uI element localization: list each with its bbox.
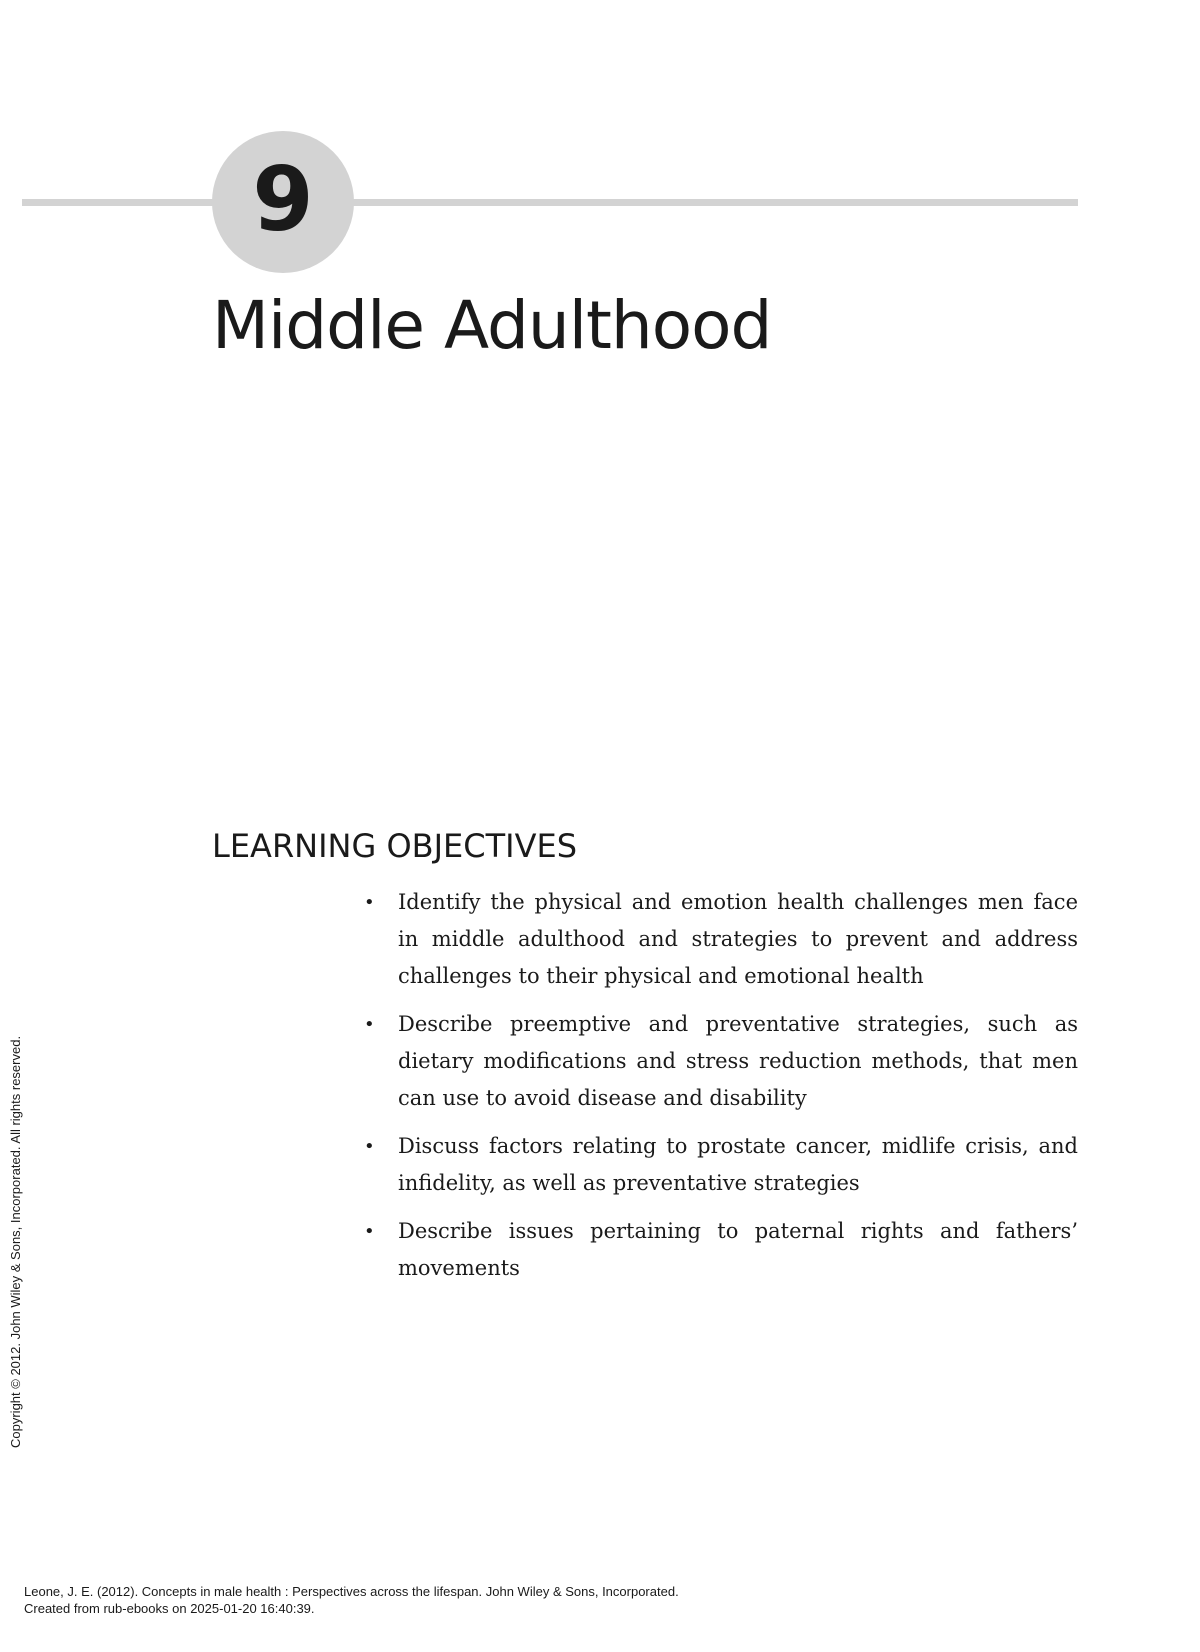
objective-item [360,1128,1078,1202]
chapter-title: Middle Adulthood [212,287,772,364]
bullet-icon: • [364,1014,375,1035]
objective-item [360,884,1078,995]
objective-text: Describe issues pertaining to paternal rights and fathers’ movements [398,1219,1078,1280]
created-timestamp: Created from rub-ebooks on 2025-01-20 16:40:39. [24,1601,315,1616]
chapter-divider-rule [22,199,1078,206]
bullet-icon: • [364,1136,375,1157]
bullet-icon: • [364,892,375,913]
learning-objectives-list [360,884,1078,1298]
learning-objectives-heading: LEARNING OBJECTIVES [212,827,577,865]
objective-text: Discuss factors relating to prostate cancer, midlife crisis, and infidelity, as well as preventative strategies [398,1134,1078,1195]
copyright-notice: Copyright © 2012. John Wiley & Sons, Incorporated. All rights reserved. [8,1035,23,1448]
bullet-icon: • [364,1221,375,1242]
objective-item [360,1213,1078,1287]
objective-text: Identify the physical and emotion health challenges men face in middle adulthood and strategies to prevent and address challenges to their physical and emotional health [398,890,1078,988]
objective-text: Describe preemptive and preventative strategies, such as dietary modifications and stress reduction methods, that men can use to avoid disease and disability [398,1012,1078,1110]
page-footer [24,1583,679,1617]
chapter-number-badge [212,131,354,273]
chapter-number: 9 [252,148,314,251]
citation-text: Leone, J. E. (2012). Concepts in male health : Perspectives across the lifespan. John Wiley & Sons, Incorporated. [24,1584,679,1599]
objective-item [360,1006,1078,1117]
